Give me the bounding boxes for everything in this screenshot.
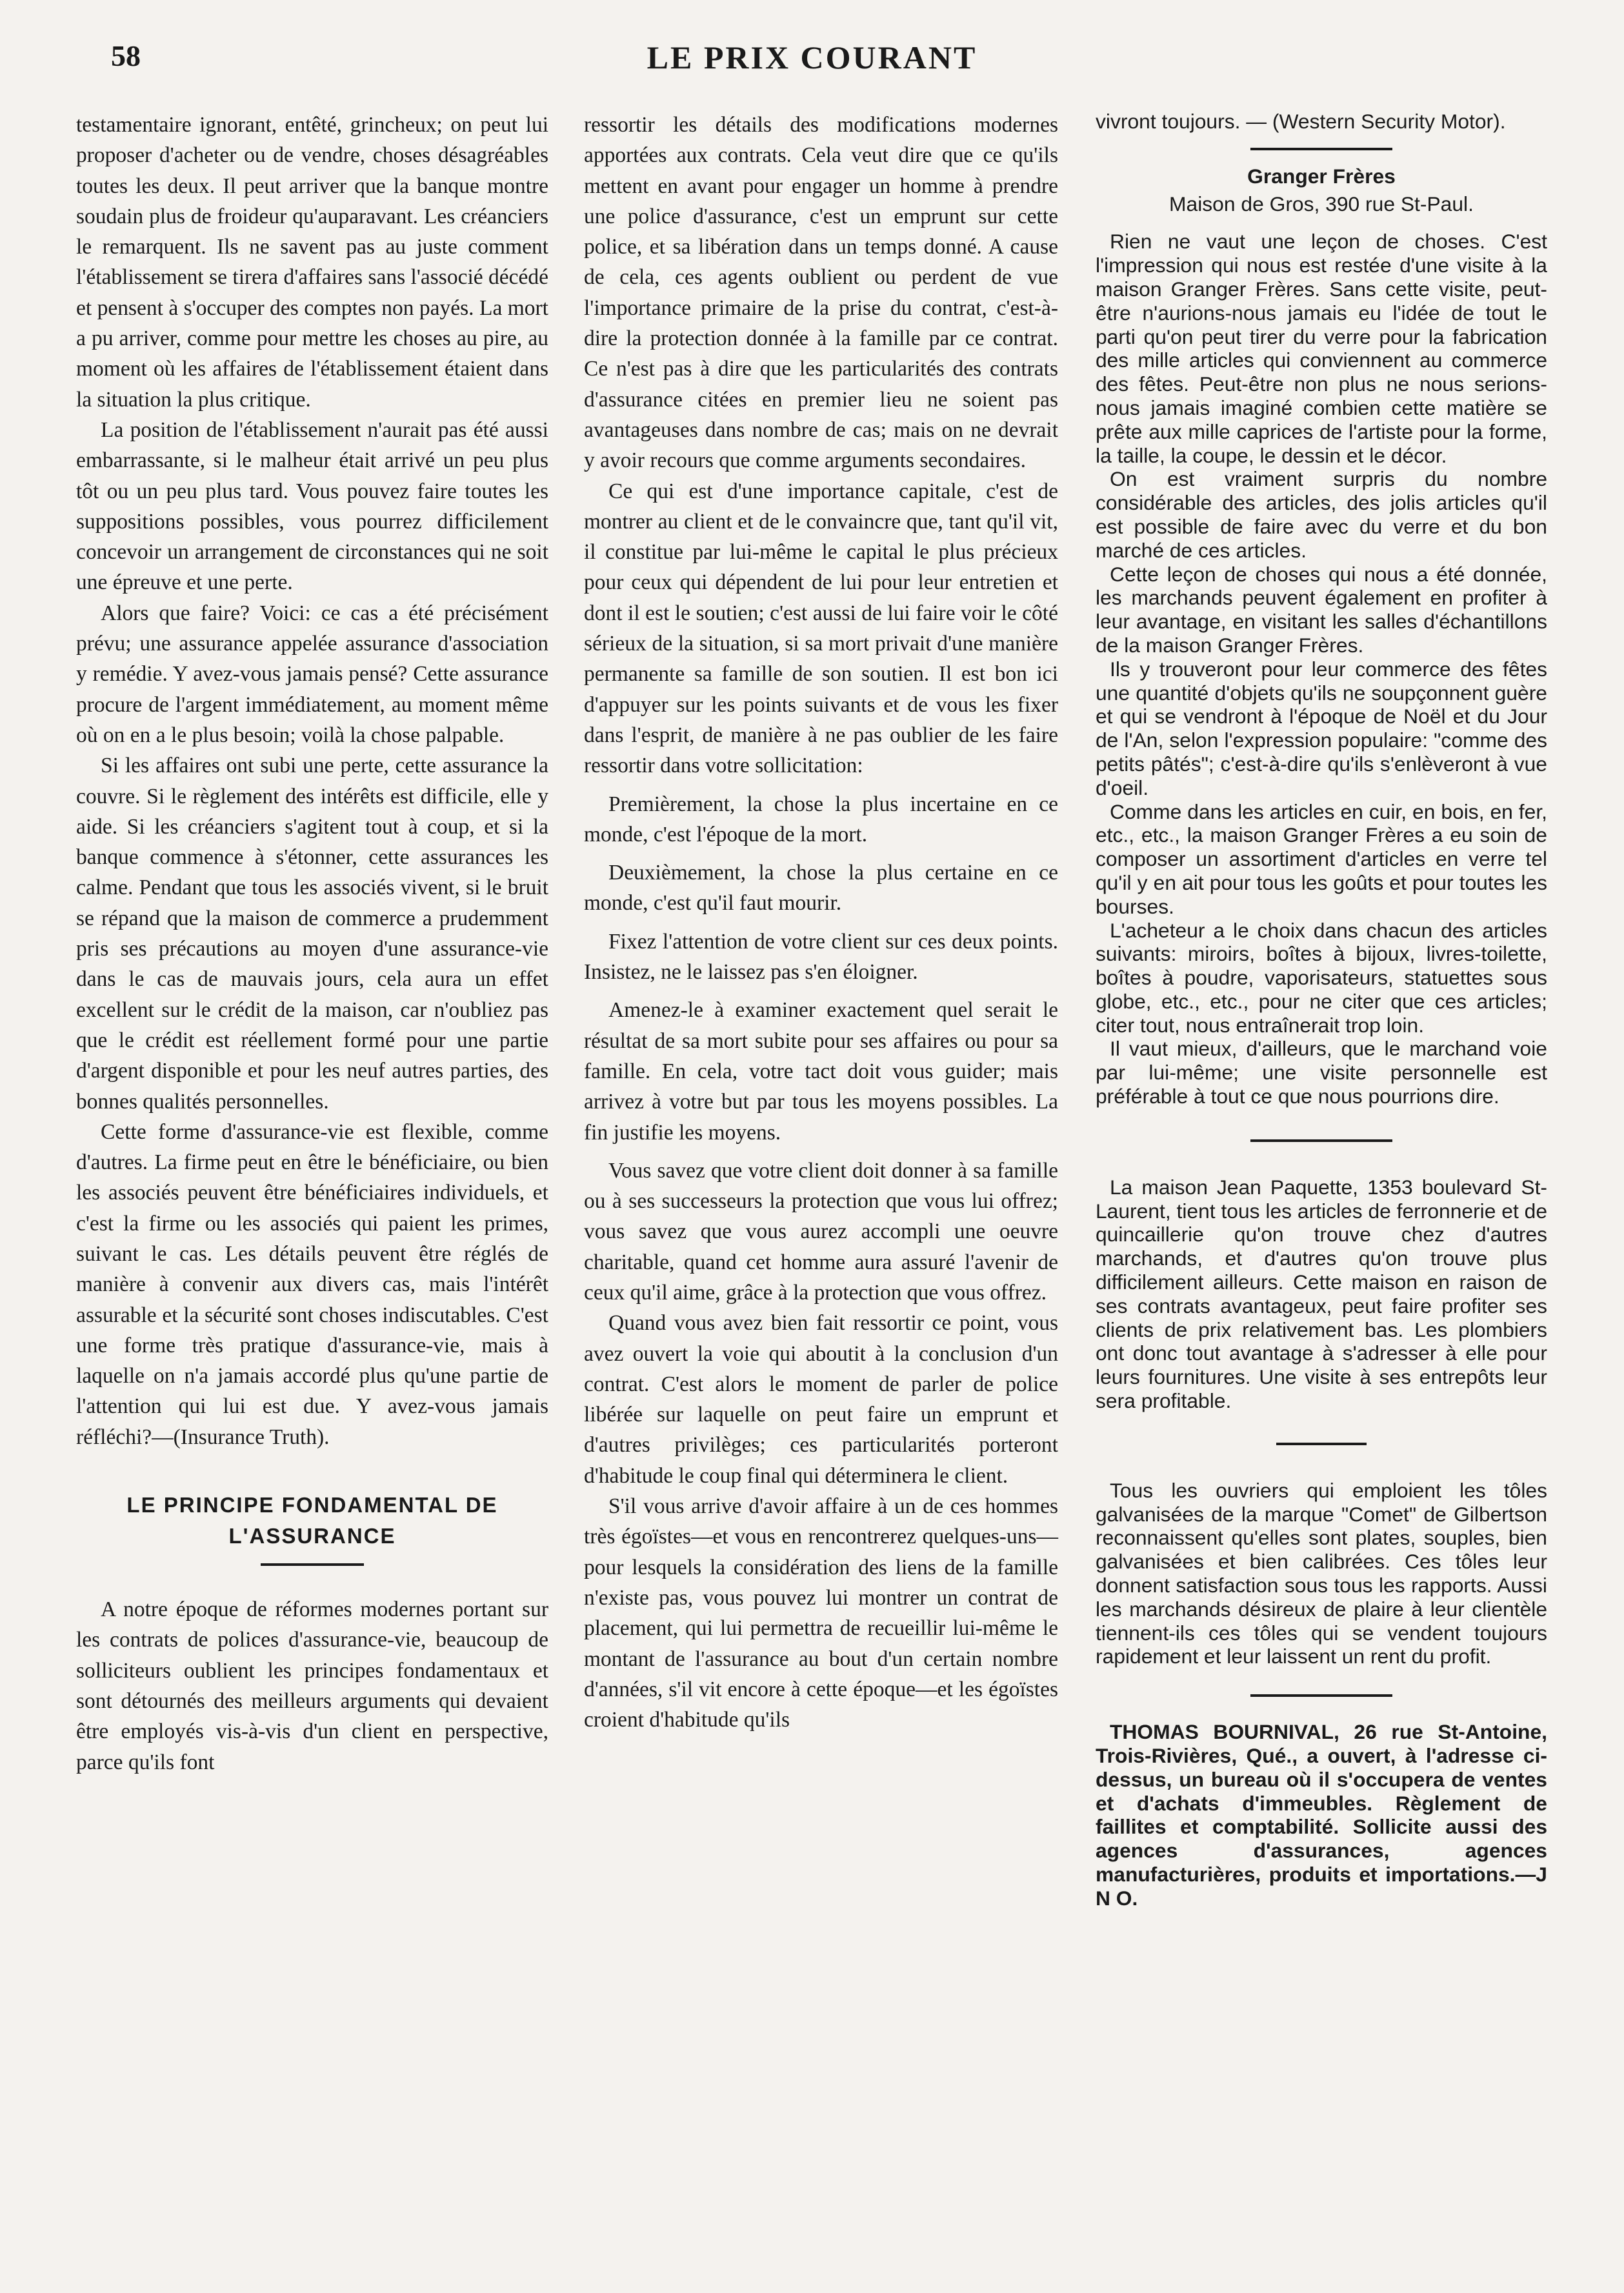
paragraph: L'acheteur a le choix dans chacun des articles suivants: miroirs, boîtes à bijoux, livres-toilette, boîtes à poudre, vaporisateurs, statuettes sous globe, etc., etc., pour ne citer que ces articles; citer tout, nous entraînerait trop loin. <box>1096 918 1547 1037</box>
column-right <box>1096 110 1547 1910</box>
column-middle <box>584 110 1058 1735</box>
paragraph: Comme dans les articles en cuir, en bois, en fer, etc., etc., la maison Granger Frères a eu soin de composer un assortiment d'articles en verre tel qu'il y en ait pour tous les goûts et pour toutes les bourses. <box>1096 799 1547 918</box>
paragraph: Vous savez que votre client doit donner à sa famille ou à ses successeurs la protection que vous lui offrez; vous savez que vous aurez accompli une oeuvre charitable, quand cet homme aura assuré l'avenir de ceux qu'il aime, grâce à la protection que vous offrez. <box>584 1158 1058 1305</box>
paragraph: Amenez-le à examiner exactement quel serait le résultat de sa mort subite pour ses affaires ou pour sa famille. En cela, votre tact doit vous guider; mais arrivez à votre but par tous les moyens possibles. La fin justifie les moyens. <box>584 998 1058 1145</box>
advertisement: Tous les ouvriers qui emploient les tôles galvanisées de la marque "Comet" de Gilbertson reconnaissent qu'elles sont plates, souples, bien galvanisées et bien calibrées. Ces tôles leur donnent satisfaction sous tous les rapports. Aussi les marchands désireux de plaire à leur clientèle tiennent-ils ces tôles qui se vendent toujours rapidement et leur laissent un rent du profit. <box>1096 1478 1547 1668</box>
page-header <box>0 39 1624 84</box>
paragraph: testamentaire ignorant, entêté, grincheux; on peut lui proposer d'acheter ou de vendre, choses désagréables toutes les deux. Il peut arriver que la banque montre soudain plus de froideur qu'auparavant. Les créanciers le remarquent. Ils ne savent pas au juste comment l'établissement se tirera d'affaires sans l'associé décédé et pensent à s'occuper des comptes non payés. La mort a pu arriver, comme pour mettre les choses au pire, au moment où les affaires de l'établissement étaient dans la situation la plus critique. <box>76 113 548 412</box>
paragraph: A notre époque de réformes modernes portant sur les contrats de polices d'assurance-vie, beaucoup de solliciteurs oublient les principes fondamentaux et sont détournés des meilleurs arguments qui devaient être employés vis-à-vis d'un client en perspective, parce qu'ils font <box>76 1597 548 1774</box>
divider <box>1250 1139 1392 1142</box>
paragraph: Alors que faire? Voici: ce cas a été précisément prévu; une assurance appelée assurance d'association y remédie. Y avez-vous jamais pensé? Cette assurance procure de l'argent immédiatement, au moment même où on en a le plus besoin; voilà la chose palpable. <box>76 601 548 747</box>
advertisement-subtitle: Maison de Gros, 390 rue St-Paul. <box>1169 192 1474 215</box>
paragraph: Ce qui est d'une importance capitale, c'est de montrer au client et de le convaincre que, tant qu'il vit, il constitue par lui-même le capital le plus précieux pour ceux qui dépendent de lui pour leur entretien et dont il est le soutien; c'est aussi de lui faire voir le côté sérieux de la situation, si sa mort privait d'une manière permanente sa famille de son soutien. Il est bon ici d'appuyer sur les points suivants et de vous les fixer dans l'esprit, de manière à ne pas oublier de les faire ressortir dans votre sollicitation: <box>584 479 1058 778</box>
paragraph: Ils y trouveront pour leur commerce des fêtes une quantité d'objets qu'ils ne soupçonnent guère et qui se vendront à l'époque de Noël et du Jour de l'An, selon l'expression populaire: "comme des petits pâtés"; c'est-à-dire qu'ils s'enlèveront à vue d'oeil. <box>1096 657 1547 799</box>
advertisement: La maison Jean Paquette, 1353 boulevard St-Laurent, tient tous les articles de ferronnerie et de quincaillerie qu'on trouve chez d'autres marchands, et d'autres qu'on trouve plus difficilement ailleurs. Cette maison en raison de ses contrats avantageux, peut faire profiter ses clients de prix relativement bas. Les plombiers ont donc tout avantage à s'adresser à elle pour leurs fournitures. Une visite à ses entrepôts leur sera profitable. <box>1096 1175 1547 1413</box>
paragraph: La position de l'établissement n'aurait pas été aussi embarrassante, si le malheur était arrivé un peu plus tôt ou un peu plus tard. Vous pouvez faire toutes les suppositions possibles, vous pourrez difficilement concevoir un arrangement de circonstances qui ne soit une épreuve et une perte. <box>76 417 548 595</box>
paragraph: Si les affaires ont subi une perte, cette assurance la couvre. Si le règlement des intérêts est difficile, elle y aide. Si les créanciers s'agitent tout à coup, et si la banque commence à s'étonner, cette assurances les calme. Pendant que tous les associés vivent, si le bruit se répand que la maison de commerce a prudemment pris ses précautions au moyen d'une assurance-vie dans le cas de mauvais jours, cela aura un effet excellent sur le crédit de la maison, car n'oubliez pas que le crédit est réellement formé pour une partie d'argent disponible et pour les neuf autres parties, des bonnes qualités personnelles. <box>76 754 548 1114</box>
paragraph: Cette forme d'assurance-vie est flexible, comme d'autres. La firme peut en être le bénéficiaire, ou bien les associés peuvent être bénéficiaires individuels, et c'est la firme ou les associés qui paient les primes, suivant le cas. Les détails peuvent être réglés de manière à convenir aux divers cas, mais l'intérêt assurable et la sécurité sont choses indiscutables. C'est une forme très pratique d'assurance-vie, mais à laquelle on n'a jamais accordé plus qu'une partie de l'attention qui lui est due. Y avez-vous jamais réfléchi?—(Insurance Truth). <box>76 1119 548 1449</box>
paragraph: Rien ne vaut une leçon de choses. C'est l'impression qui nous est restée d'une visite à la maison Granger Frères. Sans cette visite, peut-être n'aurions-nous jamais eu l'idée de tout le parti qu'on peut tirer du verre pour la fabrication des mille articles qui conviennent au commerce des fêtes. Peut-être non plus ne nous serions-nous jamais imaginé combien cette matière se prête aux mille caprices de l'artiste pour la forme, la taille, la coupe, le dessin et le décor. <box>1096 230 1547 467</box>
paragraph: Fixez l'attention de votre client sur ces deux points. Insistez, ne le laissez pas s'en éloigner. <box>584 929 1058 985</box>
page-number: 58 <box>111 39 141 72</box>
paragraph: Quand vous avez bien fait ressortir ce point, vous avez ouvert la voie qui aboutit à la conclusion d'un contrat. C'est alors le moment de parler de police libérée sur laquelle on peut faire un emprunt et d'autres privilèges; ces particularités porteront d'habitude le coup final qui déterminera le client. <box>584 1311 1058 1488</box>
paragraph: S'il vous arrive d'avoir affaire à un de ces hommes très égoïstes—et vous en rencontrerez quelques-uns—pour lesquels la considération des liens de la famille n'existe pas, vous pouvez lui montrer un contrat de placement, qui lui permettra de recueillir lui-même le montant de l'assurance au bout d'un certain nombre d'années, s'il vit encore à cette époque—et les égoïstes croient d'habitude qu'ils <box>584 1494 1058 1732</box>
paragraph: Deuxièmement, la chose la plus certaine en ce monde, c'est qu'il faut mourir. <box>584 861 1058 916</box>
divider <box>261 1563 364 1566</box>
paragraph: On est vraiment surpris du nombre considérable des articles, des jolis articles qu'il est possible de faire avec du verre et du bon marché de ces articles. <box>1096 467 1547 562</box>
divider <box>1250 148 1392 150</box>
divider <box>1250 1694 1392 1697</box>
paragraph: ressortir les détails des modifications modernes apportées aux contrats. Cela veut dire que ce qu'ils mettent en avant pour engager un homme à prendre une police d'assurance, c'est un emprunt sur cette police, et sa libération dans un temps donné. A cause de cela, ces agents oublient ou perdent de vue l'importance primaire de la prise du contrat, c'est-à-dire la protection donnée à la famille par ce contrat. Ce n'est pas à dire que les particularités des contrats d'assurance citées en premier lieu ne soient pas avantageuses dans nombre de cas; mais on ne devrait y avoir recours que comme arguments secondaires. <box>584 113 1058 473</box>
paragraph: Cette leçon de choses qui nous a été donnée, les marchands peuvent également en profiter à leur avantage, en visitant les salles d'échantillons de la maison Granger Frères. <box>1096 562 1547 657</box>
paragraph: Il vaut mieux, d'ailleurs, que le marchand voie par lui-même; une visite personnelle est préférable à tout ce que nous pourrions dire. <box>1096 1037 1547 1108</box>
column-left <box>76 110 548 1777</box>
paragraph: Premièrement, la chose la plus incertaine en ce monde, c'est l'époque de la mort. <box>584 792 1058 846</box>
running-title: LE PRIX COURANT <box>647 39 977 75</box>
paragraph: vivront toujours. — (Western Security Motor). <box>1096 110 1506 133</box>
section-title: LE PRINCIPE FONDAMENTAL DE L'ASSURANCE <box>126 1493 498 1548</box>
advertisement-notice: THOMAS BOURNIVAL, 26 rue St-Antoine, Trois-Rivières, Qué., a ouvert, à l'adresse ci-dessus, un bureau où il s'occupera de ventes et d'achats d'immeubles. Règlement de faillites et comptabilité. Sollicite aussi des agences d'assurances, agences manufacturières, produits et importations.—J N O. <box>1096 1720 1547 1910</box>
divider <box>1276 1443 1367 1445</box>
advertisement-title: Granger Frères <box>1247 164 1396 188</box>
